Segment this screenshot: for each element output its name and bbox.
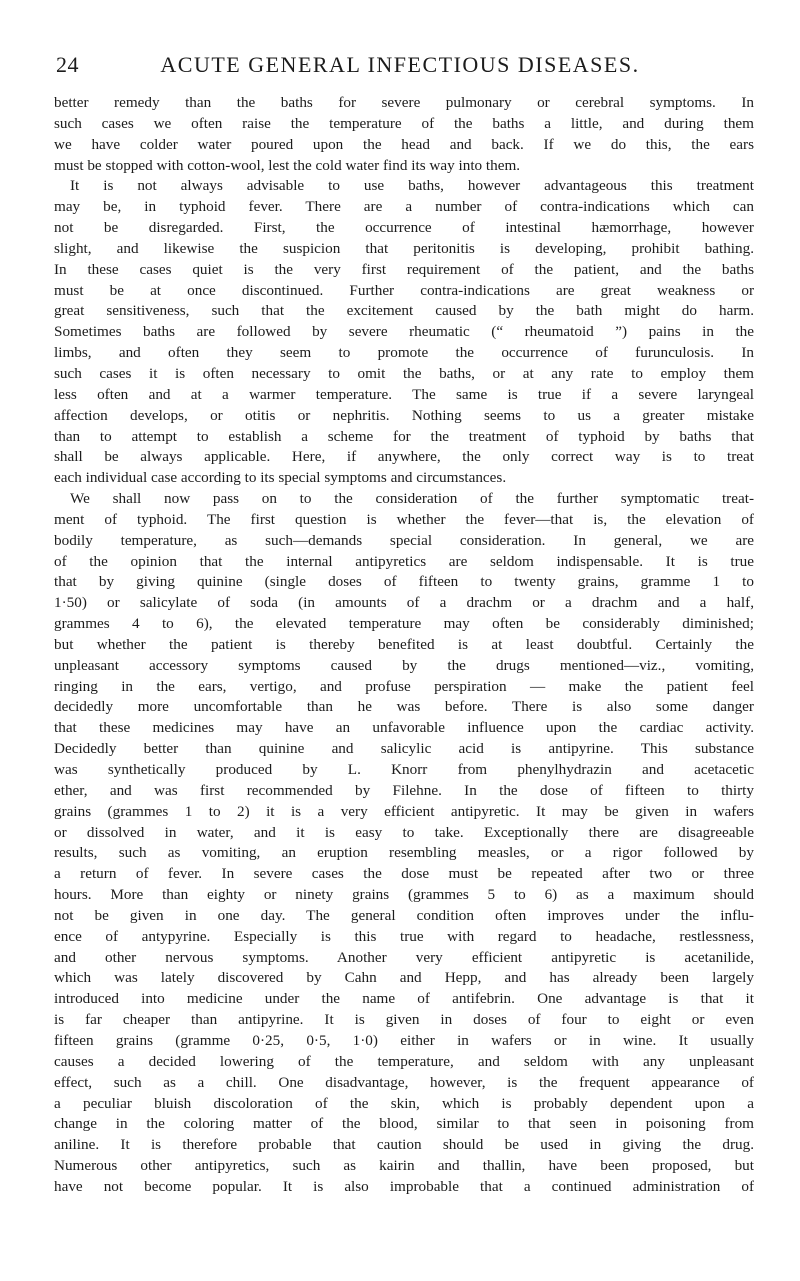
text-line: aniline. It is therefore probable that caution should be used in giving the drug. (54, 1136, 754, 1154)
page-header (56, 52, 744, 80)
text-line: must be stopped with cotton-wool, lest the cold water find its way into them. (54, 156, 521, 174)
text-line: not be disregarded. First, the occurrence of intestinal hæmorrhage, however (54, 219, 754, 237)
text-line: which was lately discovered by Cahn and Hepp, and has already been largely (54, 969, 754, 987)
text-line: not be given in one day. The general condition often improves under the influ- (54, 906, 754, 924)
text-line: is far cheaper than antipyrine. It is given in doses of four to eight or even (54, 1011, 754, 1029)
text-line: may be, in typhoid fever. There are a number of contra-indications which can (54, 198, 754, 216)
text-line: It is not always advisable to use baths, however advantageous this treatment (70, 177, 754, 195)
text-line: In these cases quiet is the very first requirement of the patient, and the baths (54, 260, 754, 278)
text-line: 1·50) or salicylate of soda (in amounts of a drachm or a drachm and a half, (54, 594, 754, 612)
text-line: causes a decided lowering of the temperature, and seldom with any unpleasant (54, 1052, 754, 1070)
text-line: Numerous other antipyretics, such as kairin and thallin, have been proposed, but (54, 1157, 754, 1175)
text-line: better remedy than the baths for severe pulmonary or cerebral symptoms. In (54, 94, 754, 111)
body-text (54, 93, 754, 1198)
text-line: of the opinion that the internal antipyretics are seldom indispensable. It is true (54, 552, 754, 570)
text-line: or dissolved in water, and it is easy to take. Exceptionally there are disagreeable (54, 823, 754, 841)
text-line: ment of typhoid. The first question is whether the fever—that is, the elevation of (54, 510, 754, 528)
text-line: shall be always applicable. Here, if anywhere, the only correct way is to treat (54, 448, 754, 466)
running-head: ACUTE GENERAL INFECTIOUS DISEASES. (160, 52, 640, 77)
text-line: ringing in the ears, vertigo, and profuse perspiration — make the patient feel (54, 677, 754, 695)
text-line: but whether the patient is thereby benefited is at least doubtful. Certainly the (54, 635, 754, 653)
text-line: was synthetically produced by L. Knorr from phenylhydrazin and acetacetic (54, 761, 754, 778)
text-line: less often and at a warmer temperature. The same is true if a severe laryngeal (54, 385, 754, 403)
text-line: have not become popular. It is also improbable that a continued administration of (54, 1177, 754, 1195)
text-line: fifteen grains (gramme 0·25, 0·5, 1·0) either in wafers or in wine. It usually (54, 1031, 754, 1049)
text-line: such cases we often raise the temperature of the baths a little, and during them (54, 114, 754, 132)
text-line: grains (grammes 1 to 2) it is a very efficient antipyretic. It may be given in wafers (54, 802, 754, 820)
text-line: we have colder water poured upon the head and back. If we do this, the ears (54, 135, 754, 153)
text-line: such cases it is often necessary to omit the baths, or at any rate to employ them (54, 364, 754, 382)
text-line: than to attempt to establish a scheme for the treatment of typhoid by baths that (54, 427, 754, 445)
text-line: Sometimes baths are followed by severe rheumatic (“ rheumatoid ”) pains in the (54, 323, 754, 341)
text-line: ether, and was first recommended by Filehne. In the dose of fifteen to thirty (54, 781, 754, 799)
text-line: affection develops, or otitis or nephritis. Nothing seems to us a greater mistake (54, 406, 754, 424)
text-line: that by giving quinine (single doses of fifteen to twenty grains, gramme 1 to (54, 573, 754, 591)
text-line: and other nervous symptoms. Another very efficient antipyretic is acetanilide, (54, 948, 754, 966)
text-line: bodily temperature, as such—demands special consideration. In general, we are (54, 531, 754, 549)
text-line: slight, and likewise the suspicion that peritonitis is developing, prohibit bathing. (54, 239, 754, 257)
text-line: We shall now pass on to the consideration of the further symptomatic treat- (70, 490, 754, 508)
text-line: ence of antypyrine. Especially is this true with regard to headache, restlessness, (54, 927, 754, 945)
text-line: each individual case according to its special symptoms and circumstances. (54, 469, 507, 487)
text-line: limbs, and often they seem to promote the occurrence of furunculosis. In (54, 344, 754, 362)
text-line: a peculiar bluish discoloration of the skin, which is probably dependent upon a (54, 1094, 754, 1112)
text-line: must be at once discontinued. Further contra-indications are great weakness or (54, 281, 754, 299)
text-line: great sensitiveness, such that the excitement caused by the bath might do harm. (54, 302, 754, 320)
text-line: unpleasant accessory symptoms caused by the drugs mentioned—viz., vomiting, (54, 656, 754, 674)
text-line: introduced into medicine under the name of antifebrin. One advantage is that it (54, 990, 754, 1008)
text-line: effect, such as a chill. One disadvantage, however, is the frequent appearance of (54, 1073, 754, 1091)
text-line: Decidedly better than quinine and salicylic acid is antipyrine. This substance (54, 740, 754, 758)
text-line: results, such as vomiting, an eruption resembling measles, or a rigor followed by (54, 844, 754, 862)
text-line: hours. More than eighty or ninety grains (grammes 5 to 6) as a maximum should (54, 886, 754, 904)
text-line: change in the coloring matter of the blood, similar to that seen in poisoning from (54, 1115, 754, 1133)
page-number: 24 (56, 52, 79, 77)
text-line: decidedly more uncomfortable than he was before. There is also some danger (54, 698, 754, 716)
text-line: that these medicines may have an unfavorable influence upon the cardiac activity. (54, 719, 754, 737)
text-line: grammes 4 to 6), the elevated temperature may often be considerably diminished; (54, 615, 754, 633)
text-line: a return of fever. In severe cases the dose must be repeated after two or three (54, 865, 754, 883)
